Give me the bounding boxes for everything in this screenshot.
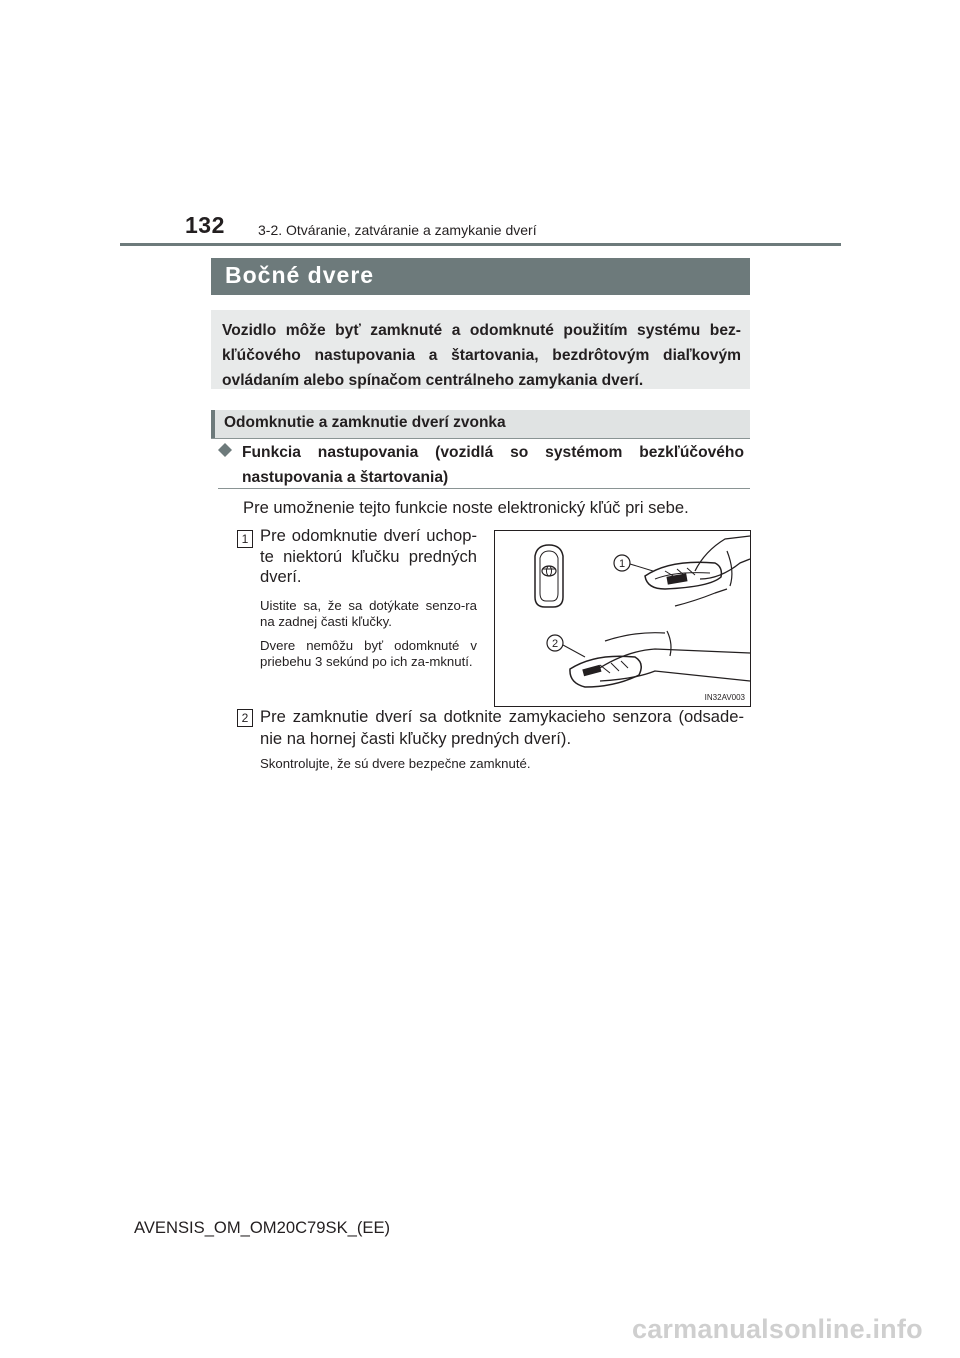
illustration-code: IN32AV003 (704, 693, 745, 702)
door-handle-illustration (494, 530, 751, 707)
intro-box (211, 310, 750, 389)
step-2-note: Skontrolujte, že sú dvere bezpečne zamknuté. (260, 756, 531, 771)
section-title-bar (211, 258, 750, 295)
illustration-drawing (495, 531, 750, 706)
step-2-text: Pre zamknutie dverí sa dotknite zamykacieho senzora (odsade-nie na hornej časti kľučky predných dverí). (260, 707, 744, 748)
smart-key-icon (535, 545, 563, 607)
feature-divider (218, 488, 750, 489)
diamond-bullet-icon (218, 443, 232, 457)
footer-doc-id: AVENSIS_OM_OM20C79SK_(EE) (134, 1218, 391, 1237)
lower-handle-hand (570, 631, 750, 687)
subsection-title: Odomknutie a zamknutie dverí zvonka (224, 414, 506, 431)
step-1-number: 1 (237, 530, 253, 548)
watermark: carmanualsonline.info (632, 1314, 923, 1344)
upper-handle-hand (645, 536, 750, 606)
callout-2-label: 2 (551, 638, 559, 650)
section-title: Bočné dvere (225, 262, 375, 288)
feature-heading: Funkcia nastupovania (vozidlá so systémom bezkľúčového nastupovania a štartovania) (242, 444, 744, 486)
feature-intro: Pre umožnenie tejto funkcie noste elektronický kľúč pri sebe. (243, 498, 689, 517)
header-divider (120, 243, 841, 246)
subsection-bar (211, 410, 750, 439)
intro-text: Vozidlo môže byť zamknuté a odomknuté použitím systému bez-kľúčového nastupovania a štartovania, bezdrôtovým diaľkovým ovládaním alebo spínačom centrálneho zamykania dverí. (222, 322, 741, 389)
step-2-number: 2 (237, 709, 253, 727)
step-1-text: Pre odomknutie dverí uchop-te niektorú kľučku predných dverí. (260, 526, 477, 586)
step-1-note: Uistite sa, že sa dotýkate senzo-ra na zadnej časti kľučky. (260, 598, 477, 629)
callout-1-label: 1 (618, 558, 626, 570)
chapter-header: 3-2. Otváranie, zatváranie a zamykanie dverí (258, 222, 537, 238)
page-number: 132 (185, 212, 225, 238)
step-1-note: Dvere nemôžu byť odomknuté v priebehu 3 sekúnd po ich za-mknutí. (260, 638, 477, 669)
subsection-accent (211, 410, 215, 438)
